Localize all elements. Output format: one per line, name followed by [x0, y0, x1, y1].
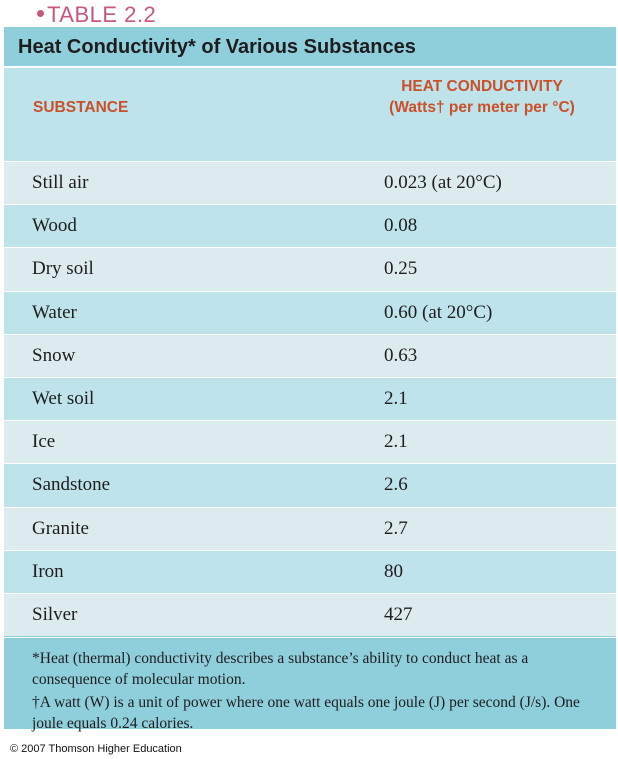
table-row	[4, 161, 616, 204]
table-row	[4, 550, 616, 593]
footnote-conductivity: *Heat (thermal) conductivity describes a substance’s ability to conduct heat as a consequence of molecular motion.	[32, 650, 529, 688]
cell-substance: Granite	[32, 517, 89, 539]
copyright-notice: © 2007 Thomson Higher Education	[10, 743, 182, 755]
table-row	[4, 507, 616, 550]
table-row	[4, 291, 616, 334]
cell-conductivity: 2.1	[384, 388, 408, 410]
cell-substance: Ice	[32, 431, 56, 453]
cell-conductivity: 2.1	[384, 431, 408, 453]
cell-substance: Iron	[32, 560, 64, 582]
column-header-conductivity	[376, 76, 588, 118]
column-header-conductivity-line1: HEAT CONDUCTIVITY	[401, 78, 563, 95]
table-body	[4, 161, 616, 636]
table-row	[4, 247, 616, 290]
table-row	[4, 377, 616, 420]
cell-substance: Still air	[32, 172, 89, 194]
cell-conductivity: 0.63	[384, 344, 418, 366]
table-row	[4, 593, 616, 636]
table-row	[4, 334, 616, 377]
cell-substance: Water	[32, 301, 77, 323]
cell-substance: Silver	[32, 603, 78, 625]
table-row	[4, 420, 616, 463]
cell-substance: Wood	[32, 215, 77, 237]
footnote-watt: †A watt (W) is a unit of power where one watt equals one joule (J) per second (J/s). One joule equals 0.24 calories.	[32, 694, 580, 732]
cell-conductivity: 0.023 (at 20°C)	[384, 172, 502, 194]
cell-conductivity: 0.60 (at 20°C)	[384, 301, 493, 323]
table-frame	[4, 27, 616, 732]
cell-conductivity: 80	[384, 560, 403, 582]
table-title: Heat Conductivity* of Various Substances	[18, 35, 416, 58]
table-label-text: TABLE 2.2	[47, 2, 157, 27]
cell-conductivity: 427	[384, 603, 413, 625]
table-row	[4, 204, 616, 247]
table-row	[4, 463, 616, 506]
cell-conductivity: 0.08	[384, 215, 418, 237]
cell-substance: Wet soil	[32, 388, 95, 410]
cell-conductivity: 2.7	[384, 517, 408, 539]
cell-substance: Snow	[32, 344, 76, 366]
cell-substance: Dry soil	[32, 258, 94, 280]
bullet-icon	[37, 10, 44, 17]
column-header-substance: SUBSTANCE	[33, 99, 129, 116]
column-header-conductivity-line2: (Watts† per meter per °C)	[389, 99, 575, 116]
cell-substance: Sandstone	[32, 474, 111, 496]
footnotes	[4, 637, 616, 732]
cell-conductivity: 2.6	[384, 474, 408, 496]
cell-conductivity: 0.25	[384, 258, 418, 280]
table-label	[37, 4, 156, 26]
